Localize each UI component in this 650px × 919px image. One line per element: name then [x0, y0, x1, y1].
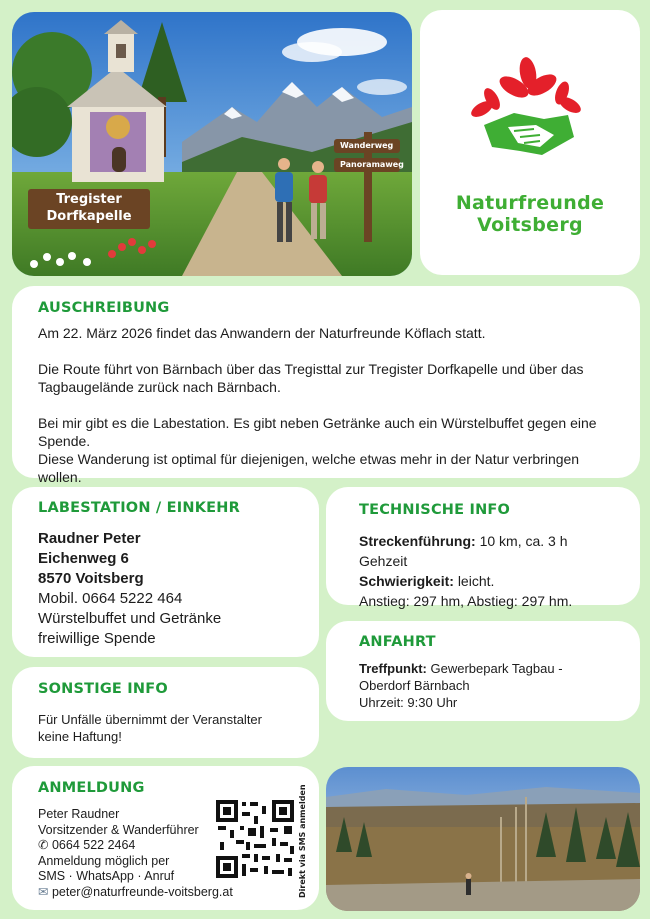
anfahrt-meet	[359, 660, 607, 677]
labestation-city: 8570 Voitsberg	[38, 570, 144, 587]
technik-difficulty-label: Schwierigkeit:	[359, 573, 454, 589]
anmeldung-role: Vorsitzender & Wanderführer	[38, 822, 199, 837]
technik-difficulty	[359, 571, 607, 591]
labestation-card	[12, 487, 319, 657]
anfahrt-time: Uhrzeit: 9:30 Uhr	[359, 695, 458, 710]
anfahrt-title: ANFAHRT	[359, 634, 436, 650]
anfahrt-meet-value: Gewerbepark Tagbau -	[430, 661, 563, 676]
anmeldung-note1: Anmeldung möglich per	[38, 853, 170, 868]
auschreibung-p2: Die Route führt von Bärnbach über das Tregisttal zur Tregister Dorfkapelle und über das Tagbaugelände zurück nach Bärnbach.	[38, 361, 584, 395]
naturfreunde-logo-icon	[470, 55, 590, 175]
technik-difficulty-value: leicht.	[457, 573, 495, 589]
labestation-phone: Mobil. 0664 5222 464	[38, 590, 183, 607]
auschreibung-card	[12, 286, 640, 485]
anmeldung-note2: SMS · WhatsApp · Anruf	[38, 869, 175, 883]
technik-ascent: Anstieg: 297 hm, Abstieg: 297 hm.	[359, 593, 573, 609]
phone-icon: ✆	[38, 838, 49, 852]
labestation-offer: Würstelbuffet und Getränke	[38, 610, 222, 627]
labestation-street: Eichenweg 6	[38, 550, 129, 567]
anmeldung-name: Peter Raudner	[38, 807, 120, 821]
anfahrt-meet-value2: Oberdorf Bärnbach	[359, 678, 470, 693]
labestation-name: Raudner Peter	[38, 530, 141, 547]
qr-code-icon[interactable]	[214, 798, 296, 880]
anmeldung-title: ANMELDUNG	[38, 780, 145, 796]
technik-route-value: 10 km, ca. 3 h Gehzeit	[359, 533, 568, 569]
envelope-icon: ✉	[38, 884, 49, 899]
chapel-sign-line2: Dorfkapelle	[46, 209, 132, 224]
logo-name-line2: Voitsberg	[477, 214, 583, 236]
landscape-illustration	[326, 767, 640, 911]
technische-info-card	[326, 487, 640, 609]
auschreibung-p1: Am 22. März 2026 findet das Anwandern der Naturfreunde Köflach statt.	[38, 325, 486, 341]
technik-route-label: Streckenführung:	[359, 533, 476, 549]
sonstige-info-card	[12, 667, 319, 758]
hero-photo	[12, 12, 412, 276]
anmeldung-card	[12, 766, 319, 910]
technik-route	[359, 531, 607, 571]
signpost-panoramaweg: Panoramaweg	[334, 158, 400, 172]
chapel-sign	[28, 189, 150, 229]
qr-caption: Direkt via SMS anmelden	[298, 784, 307, 898]
anmeldung-phone[interactable]: 0664 522 2464	[51, 838, 136, 852]
labestation-title: LABESTATION / EINKEHR	[38, 500, 240, 516]
landscape-photo	[326, 767, 640, 911]
anfahrt-card	[326, 621, 640, 721]
chapel-sign-line1: Tregister	[56, 192, 122, 207]
auschreibung-p3a: Bei mir gibt es die Labestation. Es gibt neben Getränke auch ein Würstelbuffet gegen eine Spende.	[38, 415, 597, 449]
qr-caption-wrap	[296, 784, 310, 902]
anfahrt-meet-label: Treffpunkt:	[359, 661, 427, 676]
sonstige-title: SONSTIGE INFO	[38, 681, 168, 697]
signpost-wanderweg: Wanderweg	[334, 139, 400, 153]
labestation-donation: freiwillige Spende	[38, 630, 156, 647]
technik-title: TECHNISCHE INFO	[359, 502, 511, 518]
auschreibung-p3b: Diese Wanderung ist optimal für diejenigen, welche etwas mehr in der Natur verbringen wollen.	[38, 451, 580, 485]
logo-name-line1: Naturfreunde	[455, 192, 605, 214]
anmeldung-email-row	[38, 885, 293, 901]
sonstige-text: Für Unfälle übernimmt der Veranstalter keine Haftung!	[38, 712, 262, 744]
auschreibung-title: AUSCHREIBUNG	[38, 300, 170, 316]
logo-card	[420, 10, 640, 275]
anmeldung-email[interactable]: peter@naturfreunde-voitsberg.at	[51, 884, 233, 899]
